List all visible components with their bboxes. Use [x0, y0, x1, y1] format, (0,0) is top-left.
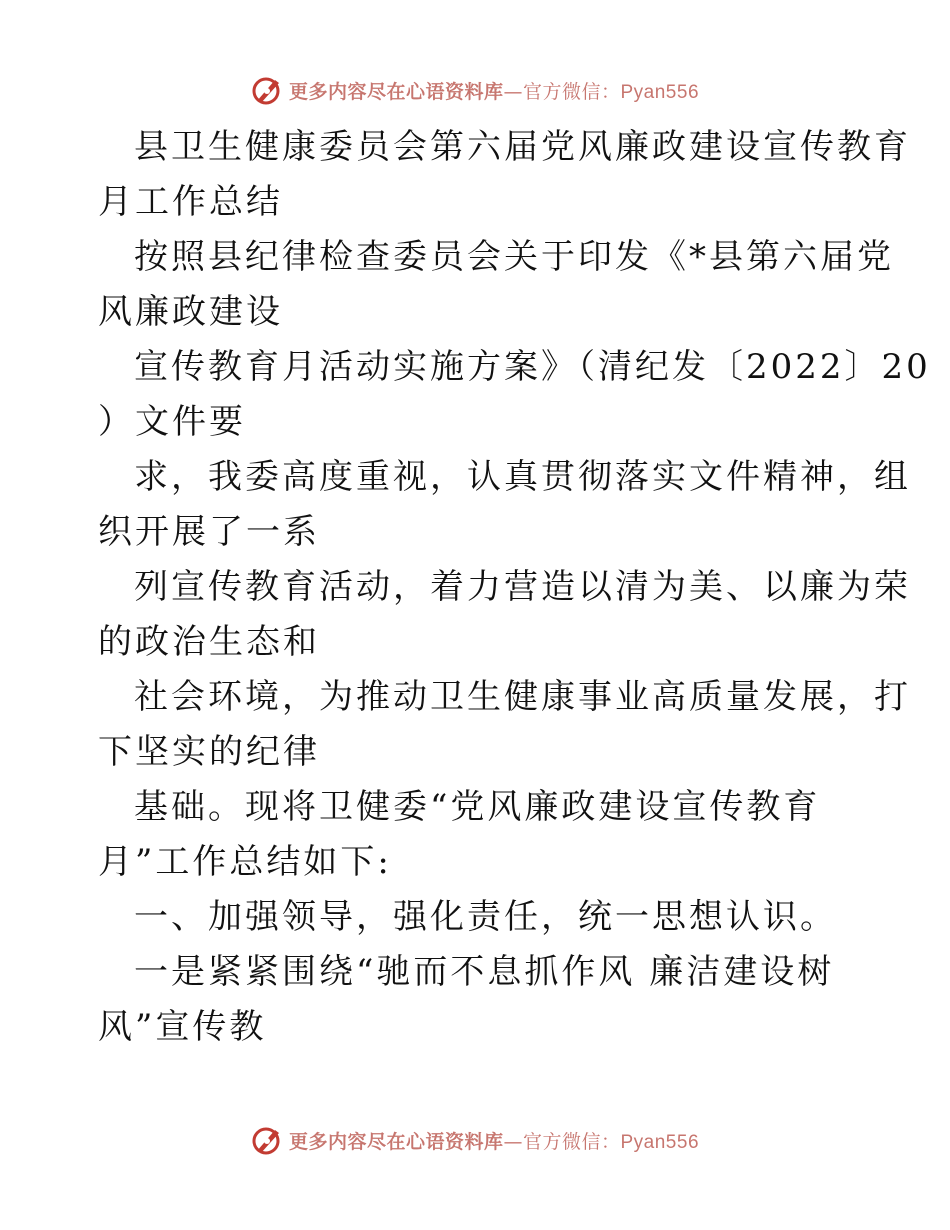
document-body	[98, 120, 931, 1055]
banner-dash: —	[503, 80, 523, 103]
brush-pen-logo-icon	[251, 74, 283, 106]
brush-pen-logo-icon	[251, 1124, 283, 1156]
banner-dash: —	[503, 1130, 523, 1153]
paragraph-line: 风廉政建设	[98, 292, 283, 332]
title-line-2: 月工作总结	[98, 182, 283, 222]
banner-contact-value: Pyan556	[620, 1131, 700, 1153]
banner-text	[289, 77, 699, 104]
paragraph-line: 基础。现将卫健委“党风廉政建设宣传教育	[134, 787, 821, 827]
paragraph-line: 风”宣传教	[98, 1007, 267, 1047]
banner-text	[289, 1127, 699, 1154]
paragraph-line: 织开展了一系	[98, 512, 320, 552]
footer-banner	[0, 1120, 950, 1160]
paragraph-line: 按照县纪律检查委员会关于印发《*县第六届党	[134, 237, 894, 277]
paragraph-line: 的政治生态和	[98, 622, 320, 662]
section-heading: 一、加强领导，强化责任，统一思想认识。	[134, 897, 837, 937]
banner-brand: 更多内容尽在心语资料库	[288, 80, 504, 103]
paragraph-line: 月”工作总结如下:	[98, 842, 392, 882]
banner-contact-label: 官方微信：	[522, 80, 621, 103]
title-line-1: 县卫生健康委员会第六届党风廉政建设宣传教育	[134, 127, 911, 167]
banner-brand: 更多内容尽在心语资料库	[288, 1130, 504, 1153]
paragraph-line: 一是紧紧围绕“驰而不息抓作风 廉洁建设树	[134, 952, 835, 992]
banner-contact-label: 官方微信：	[522, 1130, 621, 1153]
banner-contact-value: Pyan556	[620, 81, 700, 103]
paragraph-line: ）文件要	[98, 402, 246, 442]
paragraph-line: 宣传教育月活动实施方案》（清纪发〔2022〕20	[134, 347, 931, 387]
paragraph-line: 列宣传教育活动，着力营造以清为美、以廉为荣	[134, 567, 911, 607]
header-banner	[0, 70, 950, 110]
paragraph-line: 下坚实的纪律	[98, 732, 320, 772]
paragraph-line: 社会环境，为推动卫生健康事业高质量发展，打	[134, 677, 911, 717]
paragraph-line: 求，我委高度重视，认真贯彻落实文件精神，组	[134, 457, 911, 497]
